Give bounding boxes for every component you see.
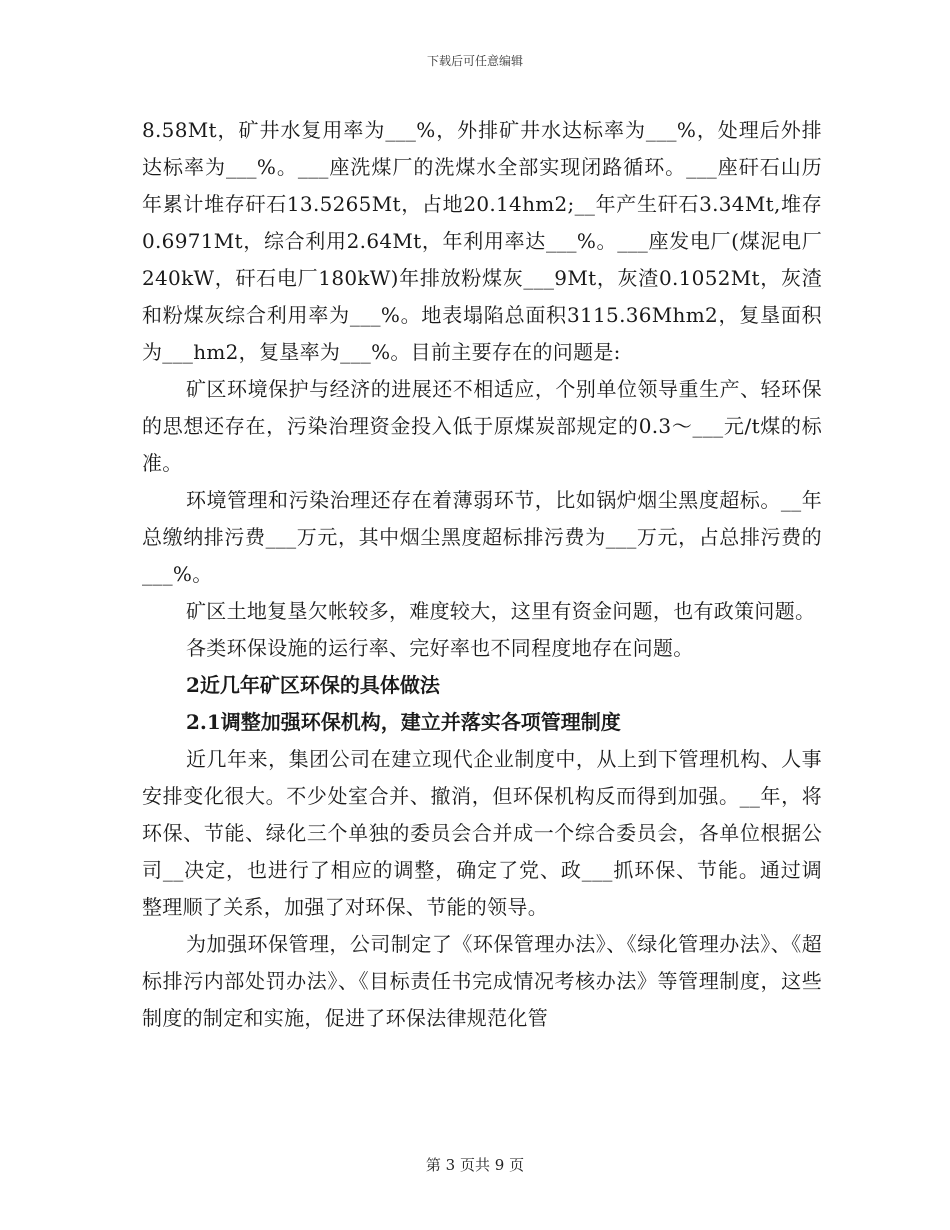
- paragraph-regulations: 为加强环保管理，公司制定了《环保管理办法》、《绿化管理办法》、《超标排污内部处罚办法》、《目标责任书完成情况考核办法》等管理制度，这些制度的制定和实施，促进了环保法律规范化管: [142, 932, 822, 1030]
- paragraph-problem-economy: 矿区环境保护与经济的进展还不相适应，个别单位领导重生产、轻环保的思想还存在，污染治理资金投入低于原煤炭部规定的0.3～___元/t煤的标准。: [142, 377, 822, 475]
- paragraph-problem-land: 矿区土地复垦欠帐较多，难度较大，这里有资金问题，也有政策问题。: [186, 599, 816, 623]
- page-header-note: 下载后可任意编辑: [426, 54, 523, 68]
- paragraph-problem-facilities: 各类环保设施的运行率、完好率也不同程度地存在问题。: [186, 636, 694, 660]
- page-number: 第 3 页共 9 页: [425, 1156, 525, 1174]
- section-heading: 2近几年矿区环保的具体做法: [186, 673, 440, 697]
- document-body: [142, 112, 822, 1037]
- paragraph-problem-management: 环境管理和污染治理还存在着薄弱环节，比如锅炉烟尘黑度超标。__年总缴纳排污费___万元，其中烟尘黑度超标排污费为___万元，占总排污费的___%。: [142, 488, 822, 586]
- subsection-heading: 2.1调整加强环保机构，建立并落实各项管理制度: [186, 710, 621, 734]
- paragraph-statistics: 8.58Mt，矿井水复用率为___%，外排矿井水达标率为___%，处理后外排达标率为___%。___座洗煤厂的洗煤水全部实现闭路循环。___座矸石山历年累计堆存矸石13.5265Mt，占地20.14hm2;__年产生矸石3.34Mt,堆存0.6971Mt，综合利用2.64Mt，年利用率达___%。___座发电厂(煤泥电厂240kW，矸石电厂180kW)年排放粉煤灰___9Mt，灰渣0.1052Mt，灰渣和粉煤灰综合利用率为___%。地表塌陷总面积3115.36Mhm2，复垦面积为___hm2，复垦率为___%。目前主要存在的问题是:: [142, 118, 822, 364]
- paragraph-organization: 近几年来，集团公司在建立现代企业制度中，从上到下管理机构、人事安排变化很大。不少处室合并、撤消，但环保机构反而得到加强。__年，将环保、节能、绿化三个单独的委员会合并成一个综合委员会，各单位根据公司__决定，也进行了相应的调整，确定了党、政___抓环保、节能。通过调整理顺了关系，加强了对环保、节能的领导。: [142, 747, 822, 919]
